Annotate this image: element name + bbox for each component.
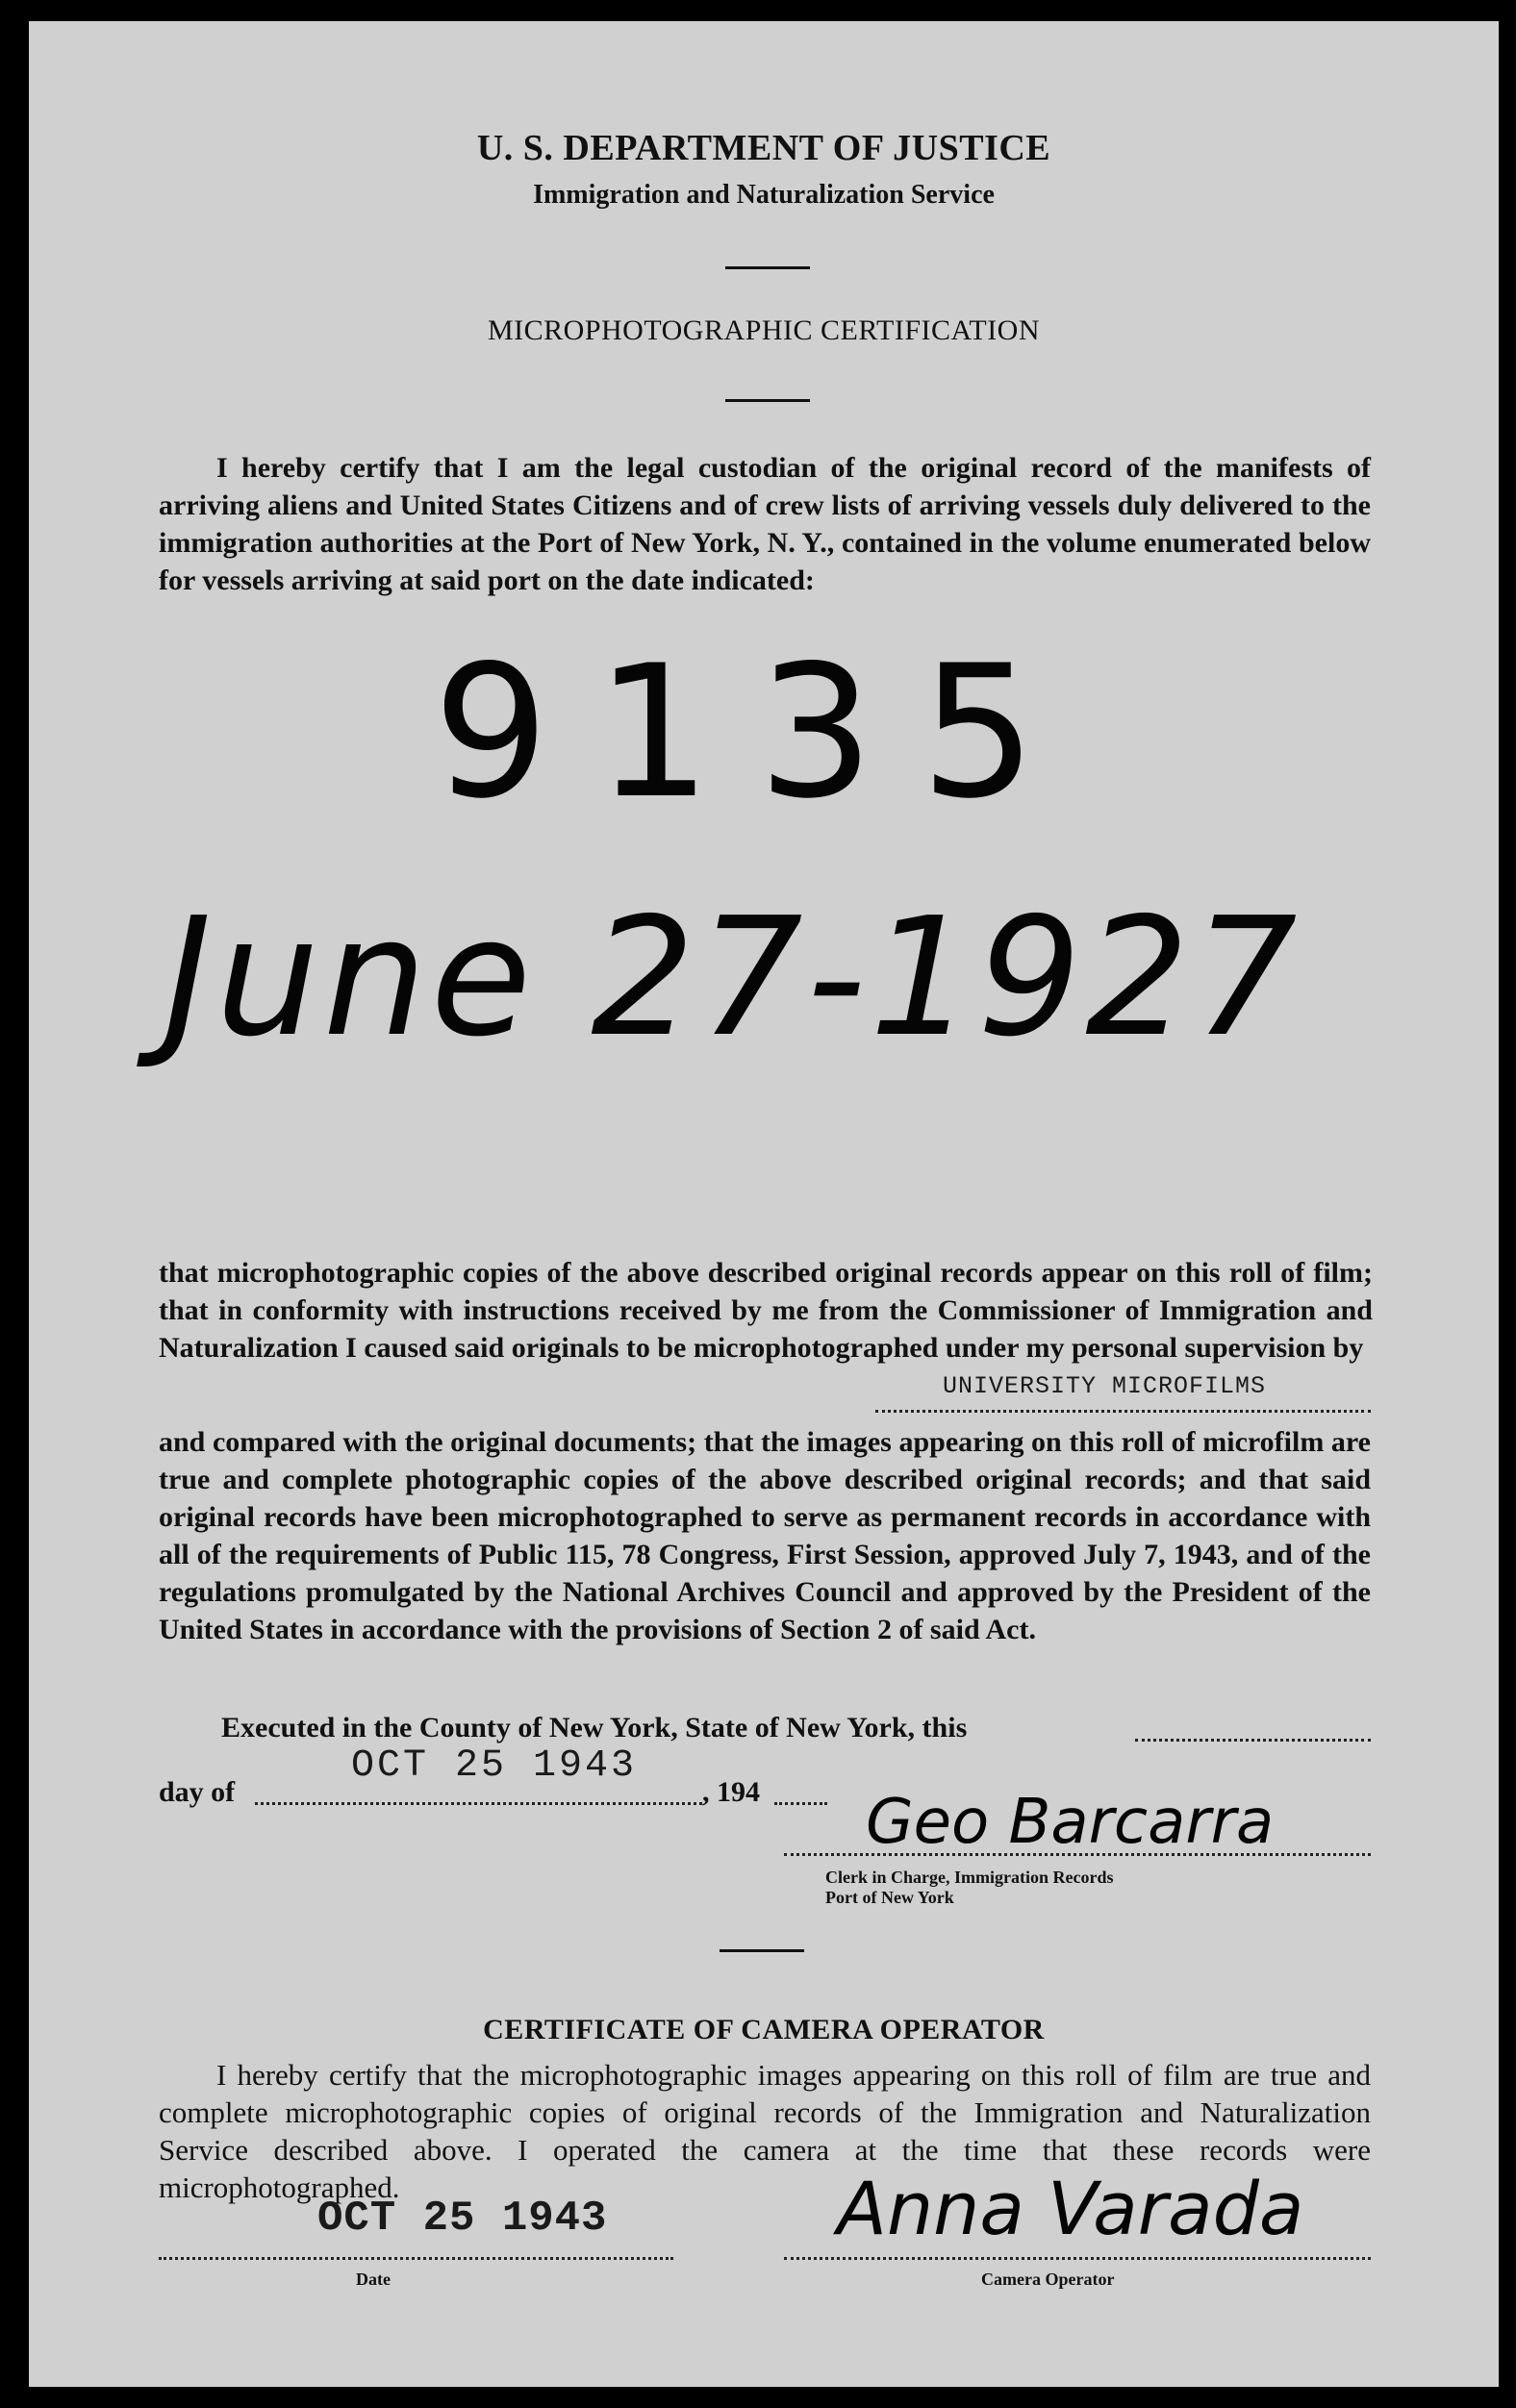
service-subheading: Immigration and Naturalization Service <box>533 180 995 210</box>
divider <box>725 266 810 269</box>
year-suffix: , 194 <box>702 1776 760 1808</box>
day-of-label: day of <box>159 1776 236 1808</box>
certificate-sheet <box>29 21 1499 2387</box>
certification-title: MICROPHOTOGRAPHIC CERTIFICATION <box>487 314 1041 346</box>
clerk-title-line2: Port of New York <box>825 1888 954 1907</box>
executed-text: Executed in the County of New York, State of New York, this <box>221 1712 968 1743</box>
department-heading: U. S. DEPARTMENT OF JUSTICE <box>476 128 1051 168</box>
divider <box>720 1949 804 1952</box>
date-line <box>159 2257 673 2260</box>
executed-day-fill-line <box>1135 1725 1371 1742</box>
microfilmer-stamp: UNIVERSITY MICROFILMS <box>943 1372 1267 1400</box>
camera-operator-signature: Anna Varada <box>837 2166 1304 2251</box>
handwritten-volume-number: 9135 <box>433 626 1083 839</box>
date-label: Date <box>356 2270 391 2289</box>
camera-operator-label: Camera Operator <box>981 2270 1115 2289</box>
day-of-fill-line <box>255 1789 702 1805</box>
intro-paragraph: I hereby certify that I am the legal custodian of the original record of the manifests of arriving aliens and United States Citizens and of crew lists of arriving vessels duly delivered to the immigration authorities at the Port of New York, N. Y., contained in the volume enumerated below for vessels arriving at said port on the date indicated: <box>159 452 1371 596</box>
clerk-title-line1: Clerk in Charge, Immigration Records <box>825 1868 1114 1887</box>
handwritten-arrival-date: June 27-1927 <box>164 883 1301 1073</box>
clerk-title <box>825 1868 1113 1908</box>
executed-line <box>221 1709 967 1746</box>
camera-date-stamp: OCT 25 1943 <box>317 2195 608 2243</box>
body-paragraph-1: that microphotographic copies of the above described original records appear on this roll of film; that in conformity with instructions received by me from the Commissioner of Immigration and Naturalization I caused said originals to be microphotographed under my personal supervision by <box>159 1257 1373 1364</box>
camera-operator-signature-line <box>784 2257 1371 2260</box>
day-of-date-stamp: OCT 25 1943 <box>351 1744 638 1788</box>
camera-operator-paragraph: I hereby certify that the microphotographic images appearing on this roll of film are true and complete microphotographic copies of original records of the Immigration and Naturalization Service described above. I operated the camera at the time that these records were microphotographed. <box>159 2058 1371 2204</box>
year-fill-line <box>774 1789 827 1805</box>
clerk-signature: Geo Barcarra <box>866 1787 1275 1858</box>
divider <box>725 399 810 402</box>
body-paragraph-2: and compared with the original documents; that the images appearing on this roll of microfilm are true and complete photographic copies of the above described original records; and that said original records have been microphotographed to serve as permanent records in accordance with all of the requirements of Public 115, 78 Congress, First Session, approved July 7, 1943, and of the regulations promulgated by the National Archives Council and approved by the President of the United States in accordance with the provisions of Section 2 of said Act. <box>159 1426 1371 1645</box>
camera-operator-heading: CERTIFICATE OF CAMERA OPERATOR <box>483 2014 1045 2045</box>
